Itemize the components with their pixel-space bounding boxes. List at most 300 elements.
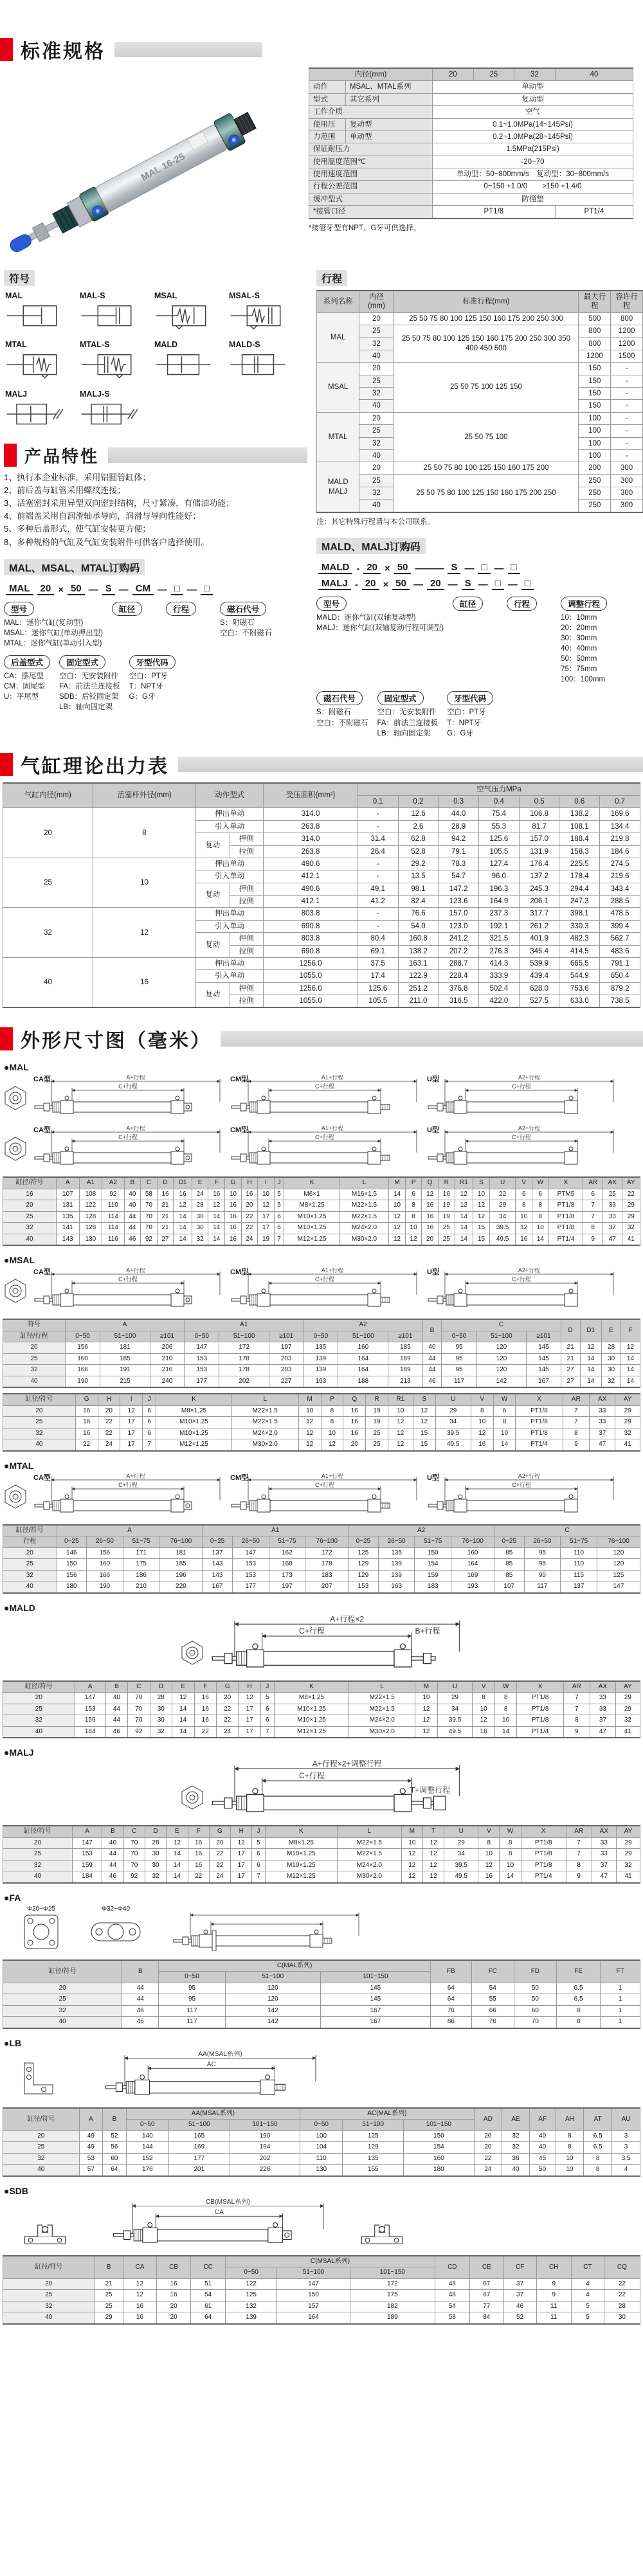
table-cell: 21 — [95, 2278, 123, 2290]
table-cell: 25 — [602, 1189, 622, 1200]
mal-drawings-row2 — [3, 1126, 643, 1171]
table-cell: 49.5 — [444, 1871, 478, 1883]
table-cell: 12 — [473, 1715, 494, 1727]
table-header-cell: B — [124, 1177, 141, 1189]
table-cell: 105.5 — [358, 995, 398, 1008]
table-cell: 16 — [188, 1837, 209, 1849]
ordering-group-model — [4, 602, 103, 649]
table-header-cell: L — [349, 1681, 415, 1693]
section-header-specs — [0, 35, 643, 64]
malj-drawings-row — [3, 1760, 643, 1820]
code-token: — — [507, 579, 518, 590]
sdb-dimension-table — [3, 2255, 640, 2325]
table-cell: 143 — [56, 1234, 79, 1245]
bullet-fa: ●FA — [4, 1892, 21, 1903]
table-cell: 210 — [123, 1581, 159, 1593]
table-cell: 16 — [123, 2301, 157, 2312]
symbol-malj-s — [80, 390, 149, 432]
table-cell: 157 — [276, 2301, 350, 2312]
table-cell: 41 — [617, 1871, 640, 1883]
table-header-cell: AR — [583, 1177, 603, 1189]
table-cell: 213 — [388, 1376, 422, 1387]
table-cell: 125 — [343, 2130, 404, 2142]
table-cell: 16 — [225, 1234, 242, 1245]
ordering-group-mounting — [59, 655, 120, 712]
table-cell: 12 — [422, 1189, 439, 1200]
table-header-cell: A2 — [303, 1319, 422, 1331]
table-header-cell: D — [561, 1319, 580, 1342]
table-cell: 引入单动 — [196, 820, 264, 833]
table-cell: 196.3 — [479, 883, 520, 895]
table-cell: 25 — [366, 1439, 388, 1451]
group-pill: 固定型式 — [59, 655, 105, 669]
table-cell: 押出单动 — [196, 957, 264, 969]
table-cell: 422.0 — [479, 995, 520, 1008]
table-cell: 14 — [172, 1715, 194, 1727]
table-cell: PT1/8 — [548, 1223, 583, 1234]
table-header-cell: C — [442, 1319, 561, 1331]
table-cell: 25 — [366, 1428, 388, 1439]
table-cell: 250 — [579, 474, 611, 487]
table-cell: 130 — [79, 1234, 102, 1245]
table-cell: 123.6 — [439, 896, 479, 908]
group-option: 10：10mm — [561, 613, 597, 622]
symbol-label: MALD-S — [229, 340, 260, 350]
table-cell: M12×1.25 — [265, 1871, 338, 1883]
table-cell: 16 — [208, 1189, 225, 1200]
table-cell: 24 — [241, 1234, 258, 1245]
table-header-cell: A — [79, 2108, 103, 2131]
table-header-cell: L — [340, 1177, 388, 1189]
drawing-mal-cm — [229, 1126, 422, 1171]
code-token: □ — [478, 562, 490, 574]
table-header-cell: R1 — [455, 1177, 473, 1189]
table-cell: 6.5 — [556, 1994, 600, 2006]
table-cell: 8 — [471, 1405, 493, 1417]
table-header-cell: 51~75 — [123, 1536, 159, 1548]
table-header-cell: W — [532, 1177, 549, 1189]
table-cell: PT1/4 — [521, 1871, 566, 1883]
table-header-cell: CQ — [604, 2256, 640, 2279]
table-header-cell: 缸径/符号 — [3, 1826, 73, 1837]
table-cell: 333.9 — [479, 970, 520, 982]
table-cell: 376.8 — [439, 982, 479, 995]
table-cell: 7 — [563, 1704, 590, 1715]
table-cell: 16 — [188, 1860, 209, 1871]
table-cell: 32 — [192, 1234, 208, 1245]
drawing-msal-ca — [32, 1268, 225, 1313]
table-cell: 保证耐压力 — [309, 143, 433, 156]
table-header-cell: A2 — [349, 1525, 494, 1536]
table-cell: 152 — [126, 2153, 168, 2165]
table-cell: 17.4 — [358, 970, 398, 982]
table-cell: 行程公差范围 — [309, 181, 433, 193]
table-cell: 70 — [141, 1200, 158, 1212]
table-header-cell: 25 — [473, 68, 514, 81]
header-gray-bar — [114, 42, 262, 57]
table-cell: 398.1 — [559, 908, 600, 920]
table-cell: 7 — [583, 1200, 603, 1212]
table-cell: 158.3 — [559, 845, 600, 858]
table-cell: 40 — [422, 1342, 442, 1354]
group-pill: 磁石代号 — [220, 602, 266, 616]
table-cell: 125.6 — [479, 833, 520, 845]
table-cell: 163 — [378, 1581, 415, 1593]
table-cell: MSAL — [317, 363, 359, 413]
table-cell: 139 — [303, 1353, 338, 1365]
table-header-cell: AY — [622, 1177, 640, 1189]
pneumatic-symbol-icon — [154, 301, 212, 330]
table-cell: 401.9 — [519, 933, 559, 945]
table-cell: 使用速度范围 — [309, 168, 433, 181]
table-header-cell: W — [493, 1394, 516, 1405]
table-header-cell: S — [413, 1394, 435, 1405]
table-cell: 143 — [203, 1570, 233, 1581]
table-cell: 20 — [157, 2312, 191, 2324]
table-cell: 32 — [359, 437, 394, 449]
table-cell: 24 — [216, 1726, 238, 1738]
table-header-cell: AR — [563, 1394, 590, 1405]
table-header-cell: 0.1 — [358, 796, 398, 808]
table-cell: 85 — [494, 1570, 524, 1581]
table-cell: 189 — [350, 2312, 435, 2324]
table-header-cell: 0~50 — [66, 1331, 100, 1342]
table-cell: 10 — [532, 1223, 549, 1234]
table-cell: 使用温度范围℃ — [309, 156, 433, 168]
table-cell: 16 — [174, 1189, 192, 1200]
table-cell: 10 — [93, 858, 195, 908]
table-cell: 54.0 — [398, 920, 439, 932]
table-cell: 79.1 — [439, 845, 479, 858]
table-cell: 14 — [389, 1189, 406, 1200]
table-cell: 8 — [584, 2165, 612, 2176]
svg-text:C+行程: C+行程 — [512, 1276, 531, 1283]
adjustable-double-rod-cylinder-drawing — [209, 1760, 466, 1817]
table-cell: 189 — [388, 1365, 422, 1376]
table-cell: 9 — [536, 2290, 571, 2301]
product-photo — [0, 68, 302, 264]
table-cell: 16 — [93, 957, 195, 1007]
sdb-clevis-view — [22, 2215, 68, 2250]
pneumatic-symbol-icon — [5, 350, 63, 379]
code-token: □ — [171, 583, 183, 595]
table-cell: 21 — [157, 1200, 174, 1212]
table-cell: 25 — [3, 858, 93, 908]
table-cell: 115 — [561, 1570, 597, 1581]
table-cell: 160 — [404, 2153, 474, 2165]
table-cell: 76 — [471, 2017, 514, 2028]
table-cell: 14 — [580, 1365, 601, 1376]
table-cell: 137 — [561, 1581, 597, 1593]
msal-dimension-table-2 — [3, 1393, 640, 1452]
table-cell: 25 50 75 80 100 125 150 160 175 200 — [394, 462, 579, 474]
table-header-cell: CB — [157, 2256, 191, 2279]
table-cell: 34 — [489, 1211, 516, 1223]
table-cell: M10×1.25 — [284, 1211, 340, 1223]
symbol-malj — [5, 390, 75, 432]
table-header-cell: A — [75, 1681, 105, 1693]
table-cell: 6 — [493, 1405, 516, 1417]
table-cell: 317.7 — [519, 908, 559, 920]
table-cell: - — [358, 920, 398, 932]
table-cell: 7 — [583, 1211, 603, 1223]
table-cell: 8 — [494, 1693, 516, 1704]
group-option: 30：30mm — [561, 634, 597, 642]
cylinder-photo-illustration — [0, 68, 302, 260]
table-cell: 95 — [159, 1994, 225, 2006]
table-cell: 316.5 — [439, 995, 479, 1008]
table-cell: 690.8 — [264, 945, 358, 957]
table-header-cell: G — [209, 1826, 230, 1837]
table-cell: 288.7 — [439, 957, 479, 969]
table-cell: 14 — [208, 1234, 225, 1245]
table-cell: 32 — [622, 1223, 640, 1234]
table-cell: 14 — [174, 1223, 192, 1234]
table-cell: 95 — [442, 1342, 476, 1354]
svg-text:MAL 16-25: MAL 16-25 — [139, 150, 187, 183]
table-cell: 16 — [194, 1693, 216, 1704]
table-cell: 11 — [536, 2312, 571, 2324]
svg-text:C+行程: C+行程 — [512, 1481, 531, 1488]
table-cell: 192.1 — [479, 920, 520, 932]
table-cell: 29 — [615, 1693, 640, 1704]
table-cell: 49.1 — [358, 883, 398, 895]
table-cell: 207 — [305, 1581, 349, 1593]
drawing-type-label: U型 — [427, 1473, 439, 1482]
table-cell: 40 — [105, 1693, 127, 1704]
table-cell: 7 — [260, 1726, 274, 1738]
table-cell: PT1/8 — [432, 206, 555, 219]
table-cell: PT1/4 — [517, 1726, 563, 1738]
drawing-mal-ca — [32, 1075, 225, 1121]
table-cell: 22 — [98, 1417, 120, 1428]
table-cell: 131 — [56, 1200, 79, 1212]
table-cell: 1.5MPa(215Psi) — [432, 143, 633, 156]
table-header-cell: A1 — [185, 1319, 303, 1331]
table-cell: - — [358, 808, 398, 820]
table-cell: 12 — [415, 1715, 437, 1727]
table-cell: 237.3 — [479, 908, 520, 920]
drawing-type-label: CA型 — [33, 1473, 51, 1482]
table-cell: 8 — [516, 1200, 532, 1212]
group-option: 20：20mm — [561, 624, 597, 632]
table-cell: 12 — [258, 1200, 275, 1212]
table-cell: 32 — [3, 1428, 76, 1439]
table-cell: 8 — [321, 1417, 343, 1428]
table-cell: M10×1.25 — [284, 1223, 340, 1234]
table-cell: 10 — [471, 1417, 493, 1428]
table-cell: 183 — [415, 1581, 451, 1593]
table-cell: 64 — [430, 1983, 471, 1994]
table-cell: 241.2 — [439, 933, 479, 945]
table-cell: 145 — [321, 1983, 431, 1994]
table-cell: 16 — [194, 1704, 216, 1715]
cylinder-drawing — [426, 1126, 619, 1168]
table-cell: 125 — [349, 1547, 379, 1559]
table-cell: PT1/8 — [516, 1417, 563, 1428]
table-cell: 154 — [415, 1559, 451, 1571]
hex-front-view — [3, 1268, 28, 1313]
table-cell: 219.8 — [600, 833, 640, 845]
table-cell: 175 — [123, 1559, 159, 1571]
table-cell: 10 — [389, 1200, 406, 1212]
table-cell: 52 — [103, 2130, 127, 2142]
table-cell: 190 — [87, 1581, 123, 1593]
table-cell: 225.5 — [559, 858, 600, 870]
table-cell: 95 — [524, 1570, 561, 1581]
group-pill: 缸径 — [112, 602, 142, 616]
table-cell: 44 — [102, 1849, 123, 1860]
table-cell: 4 — [612, 2165, 640, 2176]
table-header-cell: 51~100 — [276, 2267, 350, 2279]
hex-front-view — [3, 1075, 28, 1121]
table-cell: 159 — [75, 1715, 105, 1727]
table-header-cell: A1 — [79, 1177, 102, 1189]
group-option: T：NPT牙 — [129, 683, 163, 691]
table-cell: 29 — [489, 1200, 516, 1212]
svg-text:A2+行程: A2+行程 — [518, 1126, 541, 1132]
table-cell: 9 — [536, 2278, 571, 2290]
table-cell: M10×1.25 — [274, 1715, 349, 1727]
table-cell: 153 — [75, 1704, 105, 1715]
table-cell: 12 — [208, 1200, 225, 1212]
table-header-cell: B — [102, 1826, 123, 1837]
table-header-cell: F — [188, 1826, 209, 1837]
table-cell: 184 — [75, 1726, 105, 1738]
table-cell: 9 — [563, 1726, 590, 1738]
table-cell: 150 — [579, 363, 611, 375]
table-header-cell: 51~100 — [225, 1972, 320, 1983]
table-cell: 76.6 — [398, 908, 439, 920]
hex-front-view — [179, 1774, 205, 1820]
table-cell: 10 — [405, 1223, 422, 1234]
pneumatic-symbol-icon — [80, 350, 138, 379]
drawing-msal-u — [426, 1268, 619, 1313]
section-header-dimensions — [0, 1025, 643, 1053]
table-cell: 132 — [226, 2301, 277, 2312]
pneumatic-symbol-icon — [154, 350, 212, 379]
table-cell: PT1/8 — [521, 1837, 566, 1849]
section-title: 气缸理论出力表 — [21, 755, 169, 777]
table-cell: M22×1.5 — [338, 1837, 401, 1849]
table-cell: 500 — [579, 312, 611, 325]
table-cell: 803.8 — [264, 933, 358, 945]
header-gray-bar — [108, 447, 307, 463]
table-header-cell: X — [516, 1394, 563, 1405]
table-cell: M22×1.5 — [340, 1211, 388, 1223]
feature-item: 3、活塞密封采用异型双向密封结构，尺寸紧凑，有储油功能； — [4, 498, 235, 509]
table-header-cell: R — [366, 1394, 388, 1405]
table-cell: M12×1.25 — [284, 1234, 340, 1245]
table-cell: M22×1.5 — [231, 1405, 298, 1417]
table-header-cell: U — [435, 1394, 471, 1405]
table-cell: 12 — [388, 1417, 413, 1428]
red-accent-block — [0, 753, 13, 776]
drawing-mtal-ca — [32, 1473, 225, 1519]
table-cell: 92 — [102, 1189, 124, 1200]
table-cell: 14 — [174, 1234, 192, 1245]
table-cell: 29 — [435, 1405, 471, 1417]
table-cell: 40 — [124, 1189, 141, 1200]
group-pill: 磁石代号 — [316, 691, 363, 705]
table-cell: 32 — [615, 1428, 640, 1439]
table-cell: 127.4 — [479, 858, 520, 870]
table-cell: 15 — [473, 1234, 490, 1245]
table-cell: 300 — [611, 487, 643, 500]
table-cell: 80.4 — [358, 933, 398, 945]
table-cell: 25 50 75 100 125 150 — [394, 363, 579, 413]
table-header-cell: 51~75 — [269, 1536, 305, 1548]
table-cell: 54 — [471, 1983, 514, 1994]
table-cell: 137 — [203, 1547, 233, 1559]
table-cell: 44 — [124, 1211, 141, 1223]
table-cell: 190 — [66, 1376, 100, 1387]
code-token: — — [118, 584, 129, 595]
table-cell: -20~70 — [432, 156, 633, 168]
table-cell: 147 — [72, 1837, 102, 1849]
table-header-cell: 26~50 — [87, 1536, 123, 1548]
table-cell: 104 — [300, 2142, 343, 2154]
table-header-cell: L — [338, 1826, 401, 1837]
table-cell: 3.5 — [612, 2153, 640, 2165]
table-cell: - — [611, 400, 643, 412]
drawing-mal-u — [426, 1126, 619, 1171]
group-option: 50：50mm — [561, 655, 597, 663]
table-cell: 49 — [79, 2130, 103, 2142]
table-cell: 120 — [225, 1983, 320, 1994]
table-header-cell: 0~50 — [303, 1331, 338, 1342]
table-cell: 14 — [167, 1871, 188, 1883]
table-cell: 押侧 — [230, 883, 264, 895]
table-cell: 250 — [579, 500, 611, 512]
table-cell: M16×1.5 — [340, 1189, 388, 1200]
table-header-cell: ≥101 — [388, 1331, 422, 1342]
table-header-cell: 76~100 — [451, 1536, 494, 1548]
section-title: 标准规格 — [21, 41, 105, 62]
table-cell: 169 — [451, 1570, 494, 1581]
table-cell: 12 — [123, 2278, 157, 2290]
table-cell: 32 — [502, 2130, 529, 2142]
table-cell: 32 — [3, 2005, 122, 2017]
table-cell: 46 — [122, 2005, 159, 2017]
table-cell: 12 — [413, 1405, 435, 1417]
table-header-cell: P — [321, 1394, 343, 1405]
table-cell: 14 — [620, 1365, 640, 1376]
table-cell: 185 — [388, 1342, 422, 1354]
table-cell: 25 50 75 80 100 125 150 160 175 200 250 300 350 400 450 500 — [394, 325, 579, 363]
table-cell: 5 — [274, 1189, 284, 1200]
code-token: 20 — [362, 578, 379, 590]
table-cell: 64 — [190, 2312, 225, 2324]
cylinder-drawing — [426, 1268, 619, 1310]
table-cell: 153 — [349, 1581, 379, 1593]
table-cell: 12 — [516, 1223, 532, 1234]
table-header-cell: 101~150 — [230, 2120, 300, 2131]
table-cell: 8 — [405, 1200, 422, 1212]
table-cell: 78.3 — [439, 858, 479, 870]
cylinder-drawing — [111, 2199, 329, 2247]
table-cell: 203 — [269, 1353, 303, 1365]
table-header-cell: 气缸内径(mm) — [3, 783, 93, 808]
table-header-cell: 0.7 — [600, 796, 640, 808]
table-cell: 200 — [579, 462, 611, 474]
table-cell: 12 — [401, 1849, 422, 1860]
table-cell: 32 — [3, 1365, 66, 1376]
ordering-group-bore — [453, 597, 498, 685]
table-cell: 47 — [592, 1871, 617, 1883]
table-cell: 56 — [103, 2142, 127, 2154]
table-cell: 25 — [438, 1234, 455, 1245]
